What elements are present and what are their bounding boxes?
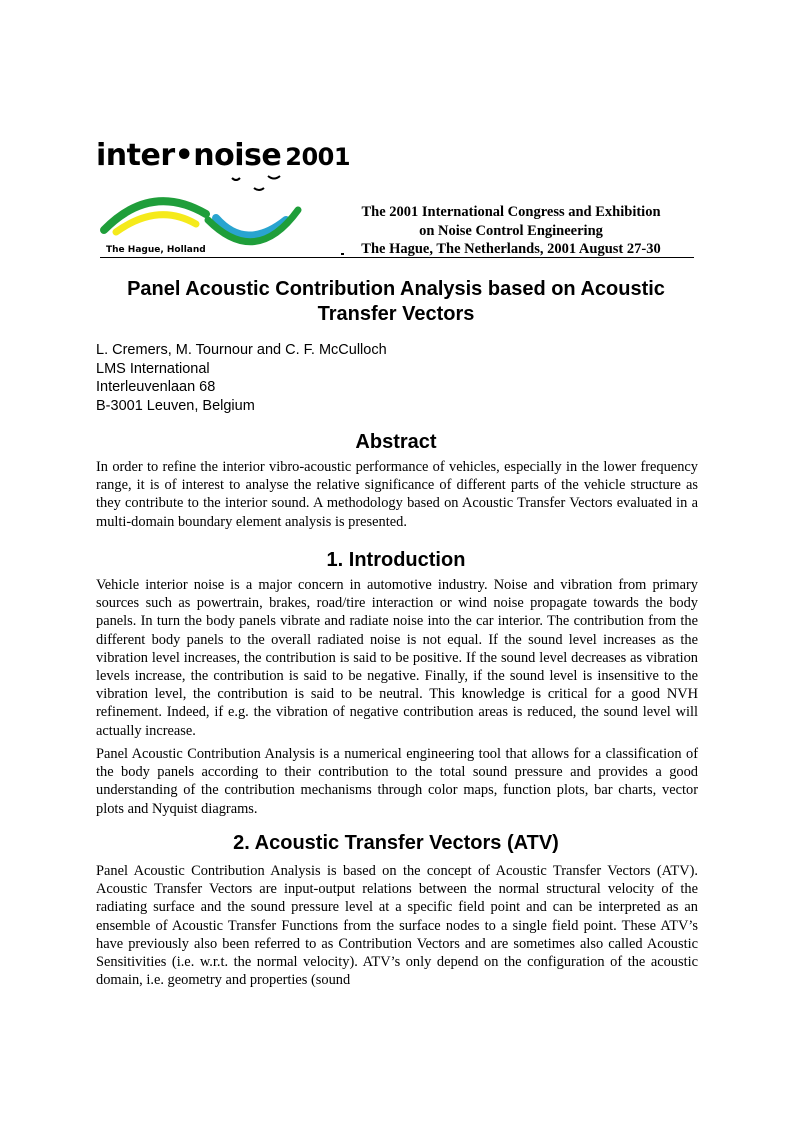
section-1-heading: 1. Introduction xyxy=(326,549,466,571)
author-city: B-3001 Leuven, Belgium xyxy=(96,397,255,414)
section-2-heading: 2. Acoustic Transfer Vectors (ATV) xyxy=(233,832,559,854)
logo-wave-yellow xyxy=(116,215,196,232)
logo-waves-graphic xyxy=(96,172,326,250)
section-2-paragraph-1: Panel Acoustic Contribution Analysis is based on the concept of Acoustic Transfer Vectors (ATV). Acoustic Transfer Vectors are input-output relations between the normal structural velocity of the radiating surface and the sound pressure level at a specific field point and can be interpreted as an ensemble of Acoustic Transfer Functions from the surface nodes to a single field point. These ATV’s have previously also been referred to as Contribution Vectors and are sometimes also called Acoustic Sensitivities (i.e. w.r.t. the normal velocity). ATV’s only depend on the configuration of the acoustic domain, i.e. geometry and properties (sound xyxy=(96,863,698,989)
conference-logo xyxy=(96,128,351,258)
author-affiliation: LMS International xyxy=(96,360,210,377)
logo-bird-3 xyxy=(254,188,264,190)
conference-header xyxy=(330,203,692,259)
section-1-paragraph-1: Vehicle interior noise is a major concern in automotive industry. Noise and vibration from primary sources such as powertrain, brakes, road/tire interaction or wind noise propagate towards the body panels. In turn the body panels vibrate and radiate noise into the car interior. The contribution from the different body panels to the overall radiated noise is not equal. If the sound level increases as the vibration level increases, the contribution is said to be positive. If the sound level decreases as vibration levels increase, the contribution is said to be negative. Finally, if the sound level is insensitive to the vibration level, the contribution is said to be neutral. This knowledge is critical for a good NVH refinement. Indeed, if e.g. the vibration of negative contribution areas is reduced, the sound level will actually increase. xyxy=(96,577,698,739)
conference-line-3: The Hague, The Netherlands, 2001 August 27-30 xyxy=(361,241,661,257)
conference-line-2: on Noise Control Engineering xyxy=(419,222,603,239)
author-block xyxy=(96,341,387,415)
logo-bird-2 xyxy=(268,176,280,179)
conference-line-1: The 2001 International Congress and Exhibition xyxy=(361,204,661,220)
author-street: Interleuvenlaan 68 xyxy=(96,379,216,395)
abstract-text: In order to refine the interior vibro-acoustic performance of vehicles, especially in the lower frequency range, it is of interest to analyse the relative significance of different parts of the vehicle structure as they contribute to the interior sound. A methodology based on Acoustic Transfer Vectors evaluated in a multi-domain boundary element analysis is presented. xyxy=(96,459,698,530)
logo-year: 2001 xyxy=(285,143,351,171)
header-rule-dot xyxy=(341,253,344,255)
logo-city: The Hague, Holland xyxy=(106,245,206,255)
abstract-heading: Abstract xyxy=(355,431,437,453)
author-names: L. Cremers, M. Tournour and C. F. McCulloch xyxy=(96,342,387,358)
logo-bird-1 xyxy=(232,178,240,180)
section-1-paragraph-2: Panel Acoustic Contribution Analysis is a numerical engineering tool that allows for a classification of the body panels according to their contribution to the total sound pressure and provides a good understanding of the contribution mechanisms through color maps, function plots, bar charts, vector plots and Nyquist diagrams. xyxy=(96,746,698,817)
logo-wordmark: inter•noise 2001 xyxy=(96,138,351,173)
paper-title: Panel Acoustic Contribution Analysis based on Acoustic Transfer Vectors xyxy=(127,278,665,325)
header-rule xyxy=(100,257,694,258)
